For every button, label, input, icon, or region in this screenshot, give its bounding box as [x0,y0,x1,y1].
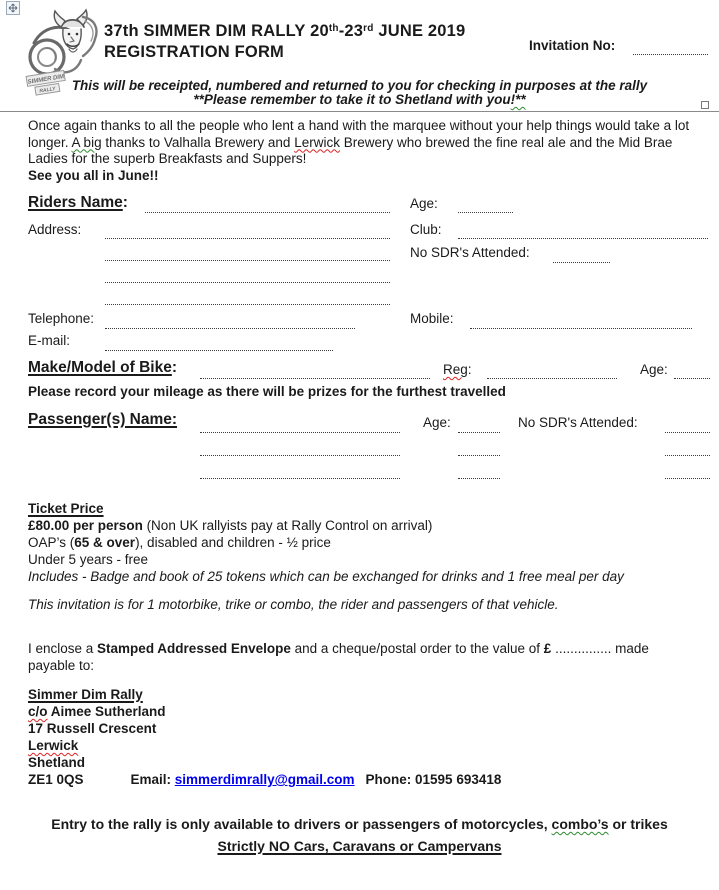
club-field[interactable] [458,237,708,239]
telephone-field[interactable] [105,327,355,329]
reg-label [443,362,472,379]
address-field-2[interactable] [105,259,390,261]
intro-text: Brewery who brewed the fine real ale and the Mid Brae Ladies for the superb Breakfasts and Suppers! [28,134,673,166]
ticket-under5-line: Under 5 years - free [28,552,149,567]
ticket-price-line [28,517,708,534]
notice-line2-grammar-mark: !** [510,92,526,107]
bike-heading-colon: : [171,359,178,376]
riders-name-heading [28,194,128,212]
invitation-no-label: Invitation No: [529,38,616,53]
bike-heading [28,359,177,377]
email-field[interactable] [105,349,333,351]
passenger-heading: Passenger(s) Name: [28,411,178,428]
enclose-line1 [28,641,708,658]
intro-text: thanks to Valhalla Brewery and [101,134,295,150]
oap-age-bold: 65 & over [74,535,136,550]
ticket-price-note: (Non UK rallyists pay at Rally Control on arrival) [142,518,433,533]
passenger-age-field-3[interactable] [458,477,500,479]
title-line2: REGISTRATION FORM [104,43,285,61]
intro-grammar-a-big: A big [71,134,102,150]
payee-street: 17 Russell Crescent [28,721,157,736]
oap-text: OAP’s ( [28,535,75,550]
payee-postcode-line [28,771,501,788]
enclose-text: I enclose a [28,641,98,656]
enclose-pound-bold: £ [543,641,552,656]
address-label: Address: [28,222,82,237]
passenger-name-field-3[interactable] [200,477,400,479]
notice-line2-text: **Please remember to take it to Shetland with you [193,92,511,107]
passenger-age-field-1[interactable] [458,431,500,433]
enclose-sae-bold: Stamped Addressed Envelope [97,641,291,656]
document-title [104,22,465,62]
footer-no-cars-text: Strictly NO Cars, Caravans or Campervans [217,838,502,854]
footer-no-cars-line [0,838,719,854]
ticket-oap-line [28,534,708,551]
ticket-price-heading: Ticket Price [28,501,104,516]
riders-sdr-field[interactable] [553,261,610,263]
payee-co-line [28,703,501,720]
footer-entry-line [0,816,719,832]
email-label: E-mail: [28,333,71,348]
passenger-name-field-2[interactable] [200,454,400,456]
bike-model-field[interactable] [200,377,430,379]
see-you-line: See you all in June!! [28,167,159,183]
title-part: JUNE 2019 [373,22,466,40]
intro-text: Once again thanks to all the people who lent a hand with the marquee without your help things would take a lot longer. [28,118,690,150]
table-border-line [0,111,719,112]
address-field-4[interactable] [105,303,390,305]
passenger-age-field-2[interactable] [458,454,500,456]
ticket-includes-line: Includes - Badge and book of 25 tokens which can be exchanged for drinks and 1 free meal per day [28,569,624,584]
footer-combos-grammar: combo’s [551,816,609,832]
passenger-name-field-1[interactable] [200,431,400,433]
logo-banner-line1: SIMMER DIM [27,74,65,86]
table-move-handle-icon[interactable] [6,1,20,20]
title-superscript-th: th [328,23,339,34]
bike-heading-text: Make/Model of Bike [28,359,172,376]
enclose-amount-dots: ............... made [551,641,649,656]
enclose-line2: payable to: [28,657,95,673]
payee-postcode: ZE1 0QS [28,772,84,787]
reg-field[interactable] [487,377,617,379]
notice-line1: This will be receipted, numbered and returned to you for checking in purposes at the rally [71,78,648,93]
mobile-label: Mobile: [410,311,454,326]
riders-name-field[interactable] [145,211,390,213]
address-field-3[interactable] [105,281,390,283]
riders-age-field[interactable] [458,211,513,213]
address-field-1[interactable] [105,237,390,239]
payee-co-spell: c/o [28,704,48,719]
riders-name-heading-text: Riders Name [28,194,123,211]
title-part: -23 [338,22,364,40]
mobile-field[interactable] [470,327,692,329]
contact-email-link[interactable]: simmerdimrally@gmail.com [174,772,355,787]
club-label: Club: [410,222,442,237]
passenger-sdr-field-3[interactable] [665,477,710,479]
title-superscript-rd: rd [363,23,374,34]
payee-town: Lerwick [28,738,79,753]
contact-phone: Phone: 01595 693418 [365,772,502,787]
invitation-no-field[interactable] [633,53,708,55]
riders-name-heading-colon: : [122,194,128,211]
enclose-text: and a cheque/postal order to the value of [290,641,544,656]
payee-co-rest: Aimee Sutherland [47,704,166,719]
riders-age-label: Age: [410,196,438,211]
footer-text: Entry to the rally is only available to drivers or passengers of motorcycles, [51,816,552,832]
oap-rest-text: ), disabled and children - ½ price [135,535,331,550]
mileage-note: Please record your mileage as there will be prizes for the furthest travelled [28,384,506,399]
contact-email-label: Email: [130,772,175,787]
passenger-sdr-field-1[interactable] [665,431,710,433]
footer-text: or trikes [608,816,668,832]
title-part: 37th SIMMER DIM RALLY 20 [104,22,329,40]
intro-spell-lerwick: Lerwick [294,134,340,150]
bike-age-label: Age: [640,362,668,377]
riders-sdr-label: No SDR's Attended: [410,245,530,260]
passenger-sdr-label: No SDR's Attended: [518,415,638,430]
reg-label-colon: : [467,362,472,377]
invitation-note: This invitation is for 1 motorbike, trike or combo, the rider and passengers of that vehicle. [28,597,559,612]
payee-region: Shetland [28,755,86,770]
intro-paragraph [28,118,696,184]
passenger-age-label: Age: [423,415,451,430]
ticket-price-amount: £80.00 per person [28,518,143,533]
bike-age-field[interactable] [674,377,710,379]
reg-label-text: Reg [443,362,468,377]
logo-banner-line2: RALLY [38,86,57,95]
telephone-label: Telephone: [28,311,95,326]
payee-name: Simmer Dim Rally [28,687,143,702]
notice-line2 [0,93,719,107]
title-line1 [104,22,465,43]
passenger-sdr-field-2[interactable] [665,454,710,456]
object-anchor-handle[interactable] [701,101,709,109]
